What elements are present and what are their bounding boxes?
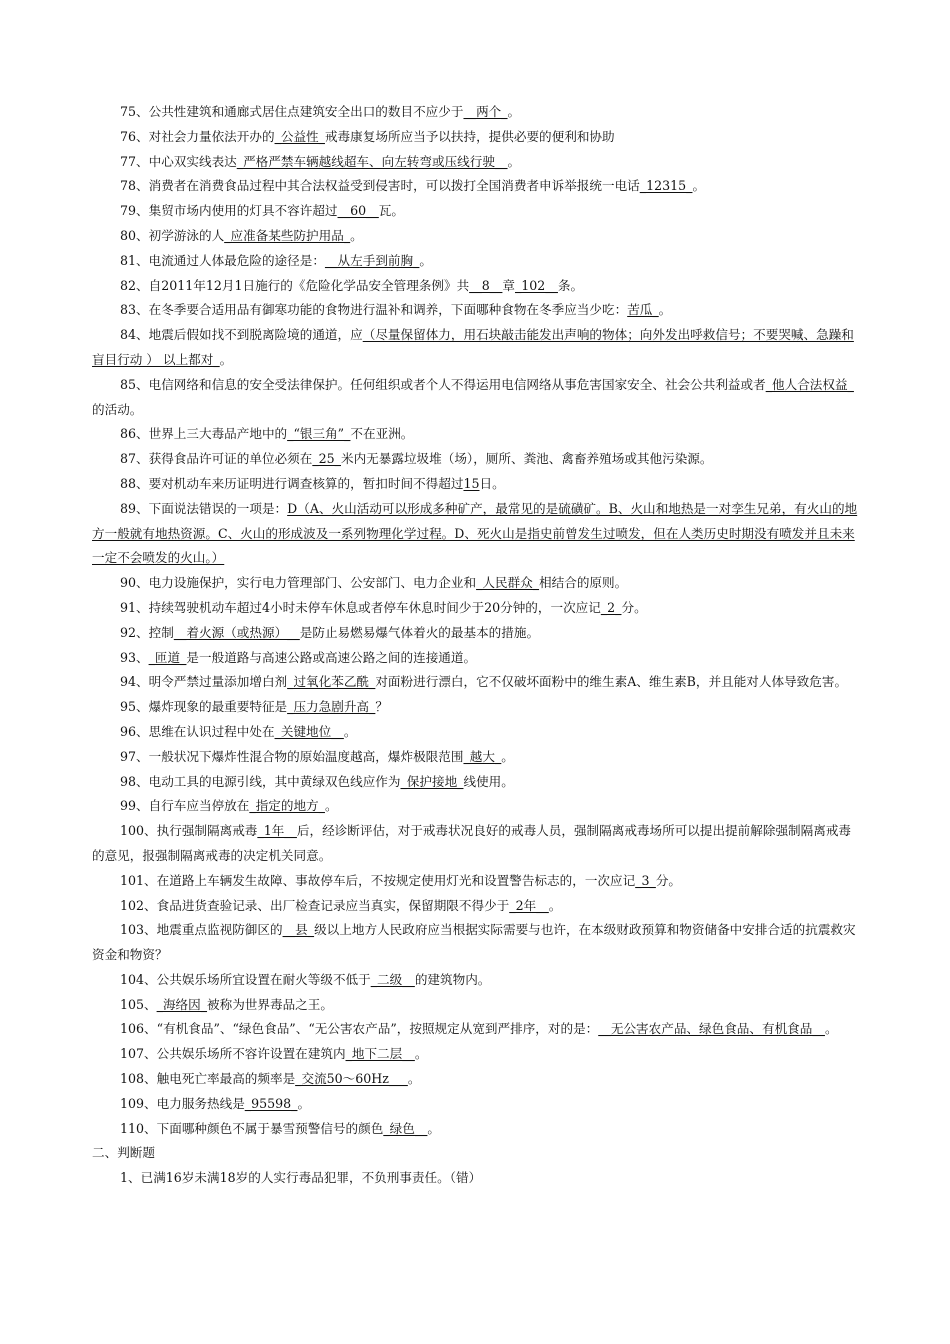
question-text: 87、获得食品许可证的单位必须在 bbox=[120, 451, 313, 467]
answer-blank: _他人合法权益_ bbox=[765, 376, 854, 392]
answer-blank: _3_ bbox=[635, 872, 656, 888]
question-q83 bbox=[92, 298, 860, 323]
question-text: 98、电动工具的电源引线，其中黄绿双色线应作为 bbox=[120, 773, 401, 789]
question-text: 。 bbox=[350, 227, 363, 243]
question-q88 bbox=[92, 472, 860, 497]
question-q77 bbox=[92, 150, 860, 175]
question-q104 bbox=[92, 968, 860, 993]
answer-blank: 苦瓜_ bbox=[627, 302, 659, 318]
question-text: 109、电力服务热线是 bbox=[120, 1095, 245, 1111]
question-text: 83、在冬季要合适用品有御寒功能的食物进行温补和调养，下面哪种食物在冬季应当少吃： bbox=[120, 302, 628, 318]
section-heading bbox=[92, 1141, 860, 1166]
answer-blank: __无公害农产品、绿色食品、有机食品__ bbox=[598, 1021, 825, 1037]
question-q76 bbox=[92, 125, 860, 150]
answer-blank: _海络因_ bbox=[156, 996, 208, 1012]
question-q105 bbox=[92, 993, 860, 1018]
question-q108 bbox=[92, 1067, 860, 1092]
question-q96 bbox=[92, 720, 860, 745]
question-q110 bbox=[92, 1117, 860, 1142]
question-q98 bbox=[92, 770, 860, 795]
question-q81 bbox=[92, 249, 860, 274]
answer-blank: _压力急剧升高_ bbox=[287, 699, 376, 715]
question-text: 86、世界上三大毒品产地中的 bbox=[120, 426, 288, 442]
question-text: 线使用。 bbox=[463, 773, 514, 789]
question-q107 bbox=[92, 1042, 860, 1067]
question-text: 戒毒康复场所应当予以扶持，提供必要的便利和协助 bbox=[324, 128, 615, 144]
question-q75 bbox=[92, 100, 860, 125]
question-text: 103、地震重点监视防御区的 bbox=[120, 922, 283, 938]
question-text: 的建筑物内。 bbox=[414, 971, 491, 987]
question-text: 90、电力设施保护，实行电力管理部门、公安部门、电力企业和 bbox=[120, 575, 477, 591]
answer-blank: _公益性_ bbox=[274, 128, 325, 144]
question-text: 81、电流通过人体最危险的途径是： bbox=[120, 252, 325, 268]
question-text: 。 bbox=[692, 178, 706, 194]
question-text: 75、公共性建筑和通廊式居住点建筑安全出口的数目不应少于 bbox=[120, 104, 464, 119]
question-text: 82、自2011年12月1日施行的《危险化学品安全管理条例》共 bbox=[120, 277, 470, 293]
answer-blank: _25_ bbox=[312, 451, 341, 467]
answer-blank: _12315_ bbox=[639, 178, 693, 194]
question-q89 bbox=[92, 497, 860, 571]
question-text: 。 bbox=[407, 1071, 421, 1087]
answer-blank: __从左手到前胸_ bbox=[324, 252, 420, 268]
question-text: 92、控制 bbox=[120, 624, 174, 640]
question-q97 bbox=[92, 745, 860, 770]
question-text: 105、 bbox=[120, 996, 157, 1012]
question-text: 条。 bbox=[557, 277, 584, 293]
question-q86 bbox=[92, 422, 860, 447]
question-text: 79、集贸市场内使用的灯具不容许超过 bbox=[120, 203, 338, 219]
answer-blank: __60__ bbox=[337, 203, 379, 219]
question-q94 bbox=[92, 670, 860, 695]
question-text: 。 bbox=[297, 1095, 311, 1111]
question-text: 。 bbox=[507, 153, 521, 169]
question-text: 。 bbox=[219, 351, 233, 367]
question-text: 。 bbox=[548, 897, 562, 913]
answer-blank: _关键地位__ bbox=[274, 723, 344, 739]
question-text: 99、自行车应当停放在 bbox=[120, 798, 250, 814]
question-j1 bbox=[92, 1166, 860, 1191]
question-q91 bbox=[92, 596, 860, 621]
question-q84 bbox=[92, 323, 860, 373]
question-text: 米内无暴露垃圾堆（场），厕所、粪池、禽畜养殖场或其他污染源。 bbox=[340, 451, 713, 467]
answer-blank: _保护接地_ bbox=[400, 773, 464, 789]
question-text: 101、在道路上车辆发生故障、事故停车后，不按规定使用灯光和设置警告标志的，一次应记 bbox=[120, 872, 636, 888]
question-text: 76、对社会力量依法开办的 bbox=[120, 128, 275, 144]
answer-blank: （尽量保留体力，用石块敲击能发出声响的物体；向外发出呼救信号；不要哭喊、急躁和盲目行动 ） 以上都对_ bbox=[92, 327, 854, 367]
answer-blank: _应准备某些防护用品_ bbox=[224, 227, 351, 243]
question-text: 。 bbox=[324, 798, 338, 814]
question-text: 107、公共娱乐场所不容许设置在建筑内 bbox=[120, 1046, 346, 1062]
question-text: 被称为世界毒品之王。 bbox=[207, 996, 333, 1012]
question-text: 是一般道路与高速公路或高速公路之间的连接通道。 bbox=[186, 649, 477, 665]
question-q78 bbox=[92, 174, 860, 199]
question-text: 日。 bbox=[479, 475, 505, 491]
question-q82 bbox=[92, 274, 860, 299]
question-q79 bbox=[92, 199, 860, 224]
question-text: 78、消费者在消费食品过程中其合法权益受到侵害时，可以拨打全国消费者申诉举报统一电话 bbox=[120, 178, 640, 194]
answer-blank: _绿色__ bbox=[383, 1120, 428, 1136]
question-text: 80、初学游泳的人 bbox=[120, 227, 225, 243]
question-text: 分。 bbox=[655, 872, 681, 888]
question-text: 的活动。 bbox=[92, 401, 143, 417]
question-q90 bbox=[92, 571, 860, 596]
question-text: 110、下面哪种颜色不属于暴雪预警信号的颜色 bbox=[120, 1120, 384, 1136]
answer-blank: _过氧化苯乙酰_ bbox=[287, 674, 376, 690]
answer-blank: _指定的地方_ bbox=[249, 798, 325, 814]
question-text: 93、 bbox=[120, 649, 149, 665]
question-text: 108、触电死亡率最高的频率是 bbox=[120, 1071, 296, 1087]
question-text: 不在亚洲。 bbox=[350, 426, 414, 442]
question-text: 84、地震后假如找不到脱离险境的通道，应 bbox=[120, 327, 363, 343]
question-q102 bbox=[92, 894, 860, 919]
answer-blank: _人民群众_ bbox=[476, 575, 540, 591]
question-text: 。 bbox=[427, 1120, 440, 1136]
document-body bbox=[92, 100, 860, 1191]
question-q99 bbox=[92, 794, 860, 819]
question-q87 bbox=[92, 447, 860, 472]
question-text: 1、已满16岁未满18岁的人实行毒品犯罪，不负刑事责任。（错） bbox=[120, 1170, 482, 1186]
answer-blank: _1年__ bbox=[257, 823, 297, 839]
question-text: ？ bbox=[375, 699, 388, 715]
answer-blank: __着火源（或热源）__ bbox=[173, 624, 300, 640]
answer-blank: _95598_ bbox=[244, 1095, 298, 1111]
answer-blank: __县_ bbox=[282, 922, 315, 938]
question-q95 bbox=[92, 695, 860, 720]
question-text: 100、执行强制隔离戒毒 bbox=[120, 823, 258, 839]
answer-blank: _严格严禁车辆越线超车、向左转弯或压线行驶__ bbox=[236, 153, 508, 169]
question-text: 77、中心双实线表达 bbox=[120, 153, 237, 169]
question-text: 对面粉进行漂白，它不仅破坏面粉中的维生素A、维生素B，并且能对人体导致危害。 bbox=[375, 674, 848, 690]
question-text: 是防止易燃易爆气体着火的最基本的措施。 bbox=[299, 624, 540, 640]
question-q106 bbox=[92, 1017, 860, 1042]
question-q103 bbox=[92, 918, 860, 968]
answer-blank: _“银三角”_ bbox=[287, 426, 351, 442]
question-text: 瓦。 bbox=[378, 203, 404, 219]
answer-blank: 15 bbox=[463, 475, 480, 491]
question-text: 96、思维在认识过程中处在 bbox=[120, 723, 275, 739]
question-text: 95、爆炸现象的最重要特征是 bbox=[120, 699, 288, 715]
question-text: 104、公共娱乐场所宜设置在耐火等级不低于 bbox=[120, 971, 371, 987]
answer-blank: _102__ bbox=[514, 277, 558, 293]
question-q109 bbox=[92, 1092, 860, 1117]
answer-blank: _2_ bbox=[600, 599, 622, 615]
question-text: 。 bbox=[343, 723, 357, 739]
answer-blank: _匝道_ bbox=[148, 649, 187, 665]
answer-blank: _交流50～60Hz___ bbox=[295, 1071, 408, 1087]
question-text: 89、下面说法错误的一项是： bbox=[120, 500, 288, 516]
question-text: 88、要对机动车来历证明进行调查核算的，暂扣时间不得超过 bbox=[120, 475, 464, 491]
answer-blank: __8__ bbox=[469, 277, 503, 293]
question-text: 级以上地方人民政府应当根据实际需要与也许，在本级财政预算和物资储备中安排合适的抗震救灾资金和物资？ bbox=[92, 922, 856, 963]
question-text: 。 bbox=[824, 1021, 838, 1037]
question-text: 。 bbox=[501, 748, 514, 764]
question-text: 章 bbox=[502, 277, 515, 293]
question-text: 91、持续驾驶机动车超过4小时未停车休息或者停车休息时间少于20分钟的，一次应记 bbox=[120, 599, 601, 615]
answer-blank: _地下二层__ bbox=[345, 1046, 415, 1062]
question-q101 bbox=[92, 869, 860, 894]
question-text: 。 bbox=[419, 252, 432, 268]
question-q93 bbox=[92, 646, 860, 671]
question-text: 二、判断题 bbox=[92, 1145, 155, 1161]
question-q80 bbox=[92, 224, 860, 249]
answer-blank: _二级__ bbox=[370, 971, 415, 987]
question-text: 分。 bbox=[621, 599, 647, 615]
question-text: 相结合的原则。 bbox=[539, 575, 628, 591]
question-text: 97、一般状况下爆炸性混合物的原始温度越高，爆炸极限范围 bbox=[120, 748, 464, 764]
question-text: 。 bbox=[507, 104, 521, 119]
question-text: 。 bbox=[414, 1046, 428, 1062]
question-text: 后，经诊断评估，对于戒毒状况良好的戒毒人员，强制隔离戒毒场所可以提出提前解除强制隔离戒毒的意见，报强制隔离戒毒的决定机关同意。 bbox=[92, 823, 852, 863]
question-q92 bbox=[92, 621, 860, 646]
question-q100 bbox=[92, 819, 860, 869]
question-text: 102、食品进货查验记录、出厂检查记录应当真实，保留期限不得少于 bbox=[120, 897, 510, 913]
question-text: 94、明令严禁过量添加增白剂 bbox=[120, 674, 288, 690]
question-text: 。 bbox=[658, 302, 672, 318]
answer-blank: _2年__ bbox=[509, 897, 549, 913]
answer-blank: __两个_ bbox=[463, 104, 508, 119]
answer-blank: D（A、火山活动可以形成多种矿产，最常见的是硫磺矿。B、火山和地热是一对孪生兄弟，有火山的地方一般就有地热资源。C、火山的形成波及一系列物理化学过程。D、死火山是指史前曾发生过喷发，但在人类历史时期没有喷发并且未来一定不会喷发的火山。） bbox=[92, 500, 858, 566]
question-text: 106、“有机食品”、“绿色食品”、“无公害农产品”，按照规定从宽到严排序，对的是： bbox=[120, 1021, 599, 1037]
question-text: 85、电信网络和信息的安全受法律保护。任何组织或者个人不得运用电信网络从事危害国家安全、社会公共利益或者 bbox=[120, 376, 766, 392]
answer-blank: _越大_ bbox=[463, 748, 502, 764]
question-q85 bbox=[92, 373, 860, 423]
